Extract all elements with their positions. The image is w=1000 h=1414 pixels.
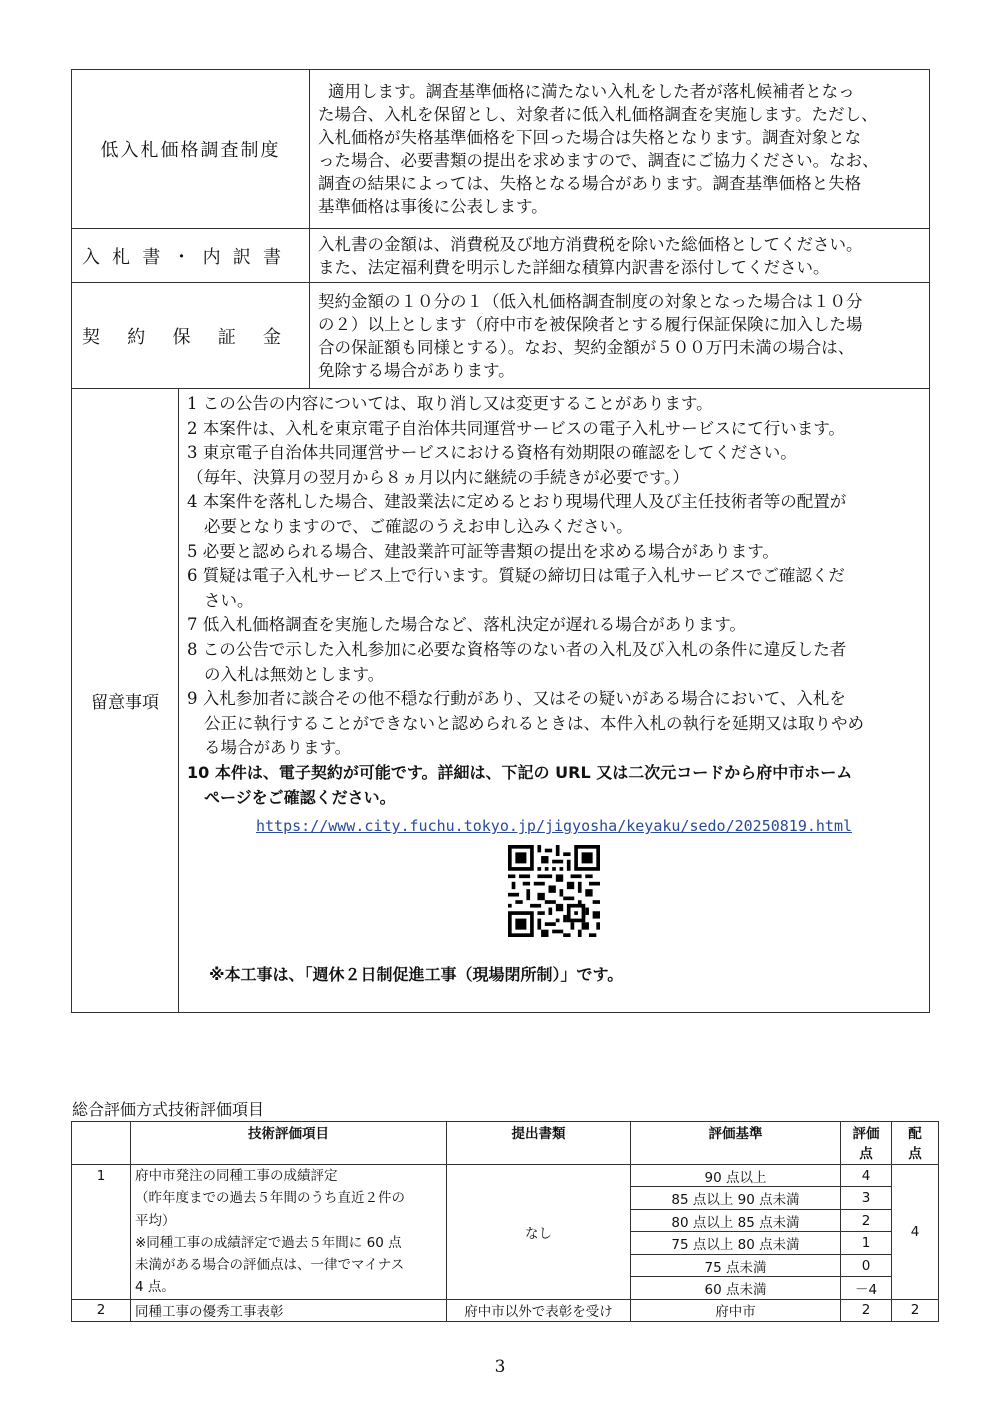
- eval-table-title: 総合評価方式技術評価項目: [72, 1100, 265, 1119]
- criteria-score: 1: [841, 1232, 892, 1254]
- header-alloc: 配 点: [892, 1122, 939, 1165]
- criteria-score: －4: [841, 1277, 892, 1300]
- bid-document-row: [72, 229, 930, 283]
- table-row: [72, 1299, 939, 1321]
- bid-document-text: 入札書の金額は、消費税及び地方消費税を除いた総価格としてください。 また、法定福利費を明示した詳細な積算内訳書を添付してください。: [310, 229, 930, 283]
- criteria-score: 4: [841, 1165, 892, 1187]
- note-item-2: 2 本案件は、入札を東京電子自治体共同運営サービスの電子入札サービスにて行います。: [187, 418, 845, 438]
- notes-content: [179, 389, 930, 1013]
- table-row: [72, 1165, 939, 1187]
- bid-info-table: [71, 69, 930, 1013]
- guarantee-label: 契 約 保 証 金: [72, 283, 310, 389]
- header-no: [72, 1122, 131, 1165]
- row2-item: 同種工事の優秀工事表彰: [131, 1299, 447, 1321]
- row2-criteria: 府中市: [631, 1299, 841, 1321]
- criteria-label: 75 点以上 80 点未満: [631, 1232, 841, 1254]
- row1-item: 府中市発注の同種工事の成績評定 （昨年度までの過去５年間のうち直近２件の 平均） ※同種工事の成績評定で過去５年間に 60 点 未満がある場合の評価点は、一律でマイナス 4 点。: [131, 1165, 447, 1300]
- criteria-score: 2: [841, 1209, 892, 1231]
- row1-docs: なし: [447, 1165, 631, 1300]
- row2-score: 2: [841, 1299, 892, 1321]
- low-bid-label: 低入札価格調査制度: [72, 70, 310, 229]
- header-item: 技術評価項目: [131, 1122, 447, 1165]
- criteria-label: 85 点以上 90 点未満: [631, 1187, 841, 1209]
- note-item-6: 6 質疑は電子入札サービス上で行います。質疑の締切日は電子入札サービスでご確認くだ さい。: [187, 566, 845, 610]
- header-docs: 提出書類: [447, 1122, 631, 1165]
- criteria-score: 0: [841, 1254, 892, 1276]
- evaluation-table: [71, 1121, 939, 1322]
- low-bid-text: 適用します。調査基準価格に満たない入札をした者が落札候補者となっ た場合、入札を保留とし、対象者に低入札価格調査を実施します。ただし、 入札価格が失格基準価格を下回った場合は失格となります。調査対象とな った場合、必要書類の提出を求めますので、調査にご協力ください。なお、 調査の結果によっては、失格となる場合があります。調査基準価格と失格 基準価格は事後に公表します。: [310, 70, 930, 229]
- row2-no: 2: [72, 1299, 131, 1321]
- note-item-3: 3 東京電子自治体共同運営サービスにおける資格有効期限の確認をしてください。 （毎年、決算月の翌月から８ヵ月以内に継続の手続きが必要です。）: [187, 443, 797, 487]
- electronic-contract-link[interactable]: https://www.city.fuchu.tokyo.jp/jigyosha/keyaku/sedo/20250819.html: [255, 817, 853, 836]
- eval-header-row: [72, 1122, 939, 1165]
- low-bid-row: [72, 70, 930, 229]
- qr-code-icon: [508, 845, 600, 937]
- row1-alloc: 4: [892, 1165, 939, 1300]
- notes-row: [72, 389, 930, 1013]
- row2-docs: 府中市以外で表彰を受け: [447, 1299, 631, 1321]
- notes-label: 留意事項: [72, 389, 179, 1013]
- criteria-score: 3: [841, 1187, 892, 1209]
- note-item-9: 9 入札参加者に談合その他不穏な行動があり、又はその疑いがある場合において、入札を 公正に執行することができないと認められるときは、本件入札の執行を延期又は取りやめ る場合があります。: [187, 689, 864, 758]
- header-criteria: 評価基準: [631, 1122, 841, 1165]
- note-item-1: 1 この公告の内容については、取り消し又は変更することがあります。: [187, 394, 713, 413]
- note-item-4: 4 本案件を落札した場合、建設業法に定めるとおり現場代理人及び主任技術者等の配置が 必要となりますので、ご確認のうえお申し込みください。: [187, 492, 847, 536]
- row2-alloc: 2: [892, 1299, 939, 1321]
- bid-document-label: 入 札 書 ・ 内 訳 書: [72, 229, 310, 283]
- guarantee-text: 契約金額の１０分の１（低入札価格調査制度の対象となった場合は１０分 の２）以上とします（府中市を被保険者とする履行保証保険に加入した場 合の保証額も同様とする）。なお、契約金額が５００万円未満の場合は、 免除する場合があります。: [310, 283, 930, 389]
- note-item-8: 8 この公告で示した入札参加に必要な資格等のない者の入札及び入札の条件に違反した者 の入札は無効とします。: [187, 639, 847, 684]
- page-number: 3: [494, 1357, 506, 1377]
- work-style-note: ※本工事は、「週休２日制促進工事（現場閉所制）」です。: [209, 964, 624, 984]
- criteria-label: 80 点以上 85 点未満: [631, 1209, 841, 1231]
- row1-no: 1: [72, 1165, 131, 1300]
- criteria-label: 60 点未満: [631, 1277, 841, 1300]
- header-score: 評価 点: [841, 1122, 892, 1165]
- note-item-5: 5 必要と認められる場合、建設業許可証等書類の提出を求める場合があります。: [187, 541, 779, 561]
- guarantee-row: [72, 283, 930, 389]
- note-item-10: 10 本件は、電子契約が可能です。詳細は、下記の URL 又は二次元コードから府中市ホーム ページをご確認ください。: [187, 762, 853, 807]
- note-item-7: 7 低入札価格調査を実施した場合など、落札決定が遅れる場合があります。: [187, 615, 746, 635]
- criteria-label: 90 点以上: [631, 1165, 841, 1187]
- criteria-label: 75 点未満: [631, 1254, 841, 1276]
